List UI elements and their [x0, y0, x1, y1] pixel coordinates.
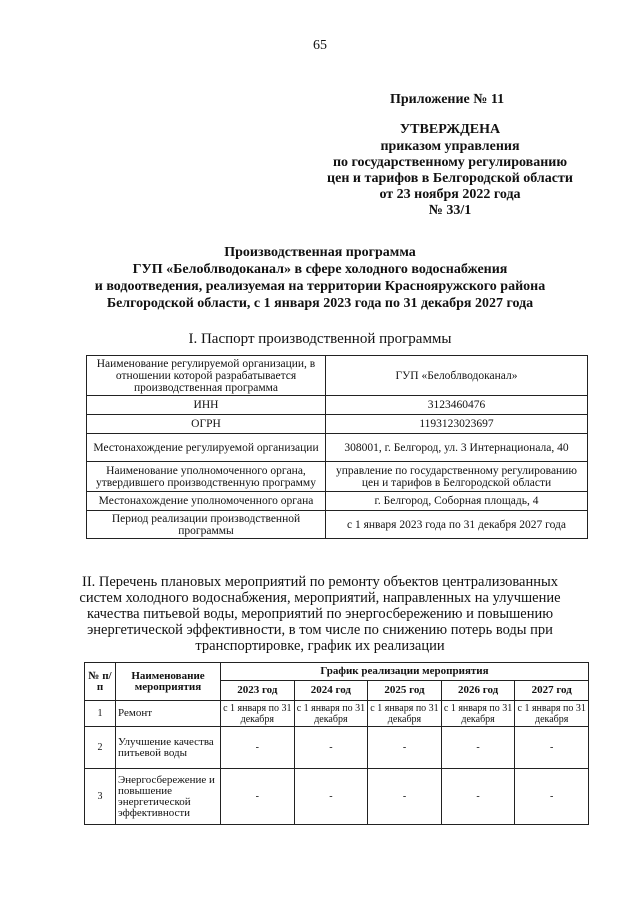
schedule-cell: -	[221, 769, 295, 825]
section2-heading-line: энергетической эффективности, в том числе по снижению потерь воды при	[87, 622, 553, 638]
schedule-cell: -	[368, 727, 442, 769]
events-table	[84, 662, 589, 825]
passport-value: 1193123023697	[326, 415, 588, 434]
table-row	[87, 462, 588, 492]
passport-key: Период реализации производственной программы	[87, 511, 326, 539]
table-header-row	[85, 663, 589, 681]
year-header: 2024 год	[294, 681, 368, 701]
passport-key: Местонахождение регулируемой организации	[87, 434, 326, 462]
row-num: 1	[85, 701, 116, 727]
year-header: 2023 год	[221, 681, 295, 701]
schedule-cell: -	[294, 769, 368, 825]
passport-value: 3123460476	[326, 396, 588, 415]
section1-heading: I. Паспорт производственной программы	[188, 331, 452, 347]
year-header: 2026 год	[441, 681, 515, 701]
schedule-cell: с 1 января по 31 декабря	[221, 701, 295, 727]
schedule-cell: -	[441, 769, 515, 825]
page-number: 65	[313, 38, 327, 53]
passport-value: 308001, г. Белгород, ул. 3 Интернационала, 40	[326, 434, 588, 462]
approval-line: цен и тарифов в Белгородской области	[327, 171, 573, 186]
approval-line: от 23 ноября 2022 года	[379, 187, 521, 202]
program-title-line: ГУП «Белоблводоканал» в сфере холодного водоснабжения	[132, 262, 508, 277]
year-header: 2025 год	[368, 681, 442, 701]
approval-line: приказом управления	[380, 139, 520, 154]
table-row	[87, 492, 588, 511]
passport-value: с 1 января 2023 года по 31 декабря 2027 года	[326, 511, 588, 539]
section2-heading-line: систем холодного водоснабжения, мероприятий, направленных на улучшение	[79, 590, 561, 606]
schedule-cell: с 1 января по 31 декабря	[294, 701, 368, 727]
year-header: 2027 год	[515, 681, 589, 701]
schedule-cell: -	[368, 769, 442, 825]
passport-key: ИНН	[87, 396, 326, 415]
program-title-line: и водоотведения, реализуемая на территории Краснояружского района	[94, 279, 546, 294]
schedule-cell: -	[221, 727, 295, 769]
table-row	[87, 415, 588, 434]
approval-line: по государственному регулированию	[332, 155, 568, 170]
program-title-line: Белгородской области, с 1 января 2023 года по 31 декабря 2027 года	[106, 296, 534, 311]
section2-heading	[40, 574, 600, 654]
row-num: 3	[85, 769, 116, 825]
schedule-cell: -	[294, 727, 368, 769]
passport-value: управление по государственному регулированию цен и тарифов в Белгородской области	[326, 462, 588, 492]
passport-key: Местонахождение уполномоченного органа	[87, 492, 326, 511]
passport-table	[86, 355, 588, 539]
passport-key: Наименование уполномоченного органа, утвердившего производственную программу	[87, 462, 326, 492]
passport-key: Наименование регулируемой организации, в отношении которой разрабатывается производственная программа	[87, 356, 326, 396]
schedule-cell: -	[441, 727, 515, 769]
program-title-line: Производственная программа	[224, 245, 416, 260]
table-row	[87, 396, 588, 415]
schedule-cell: -	[515, 769, 589, 825]
row-name: Улучшение качества питьевой воды	[116, 727, 221, 769]
approval-title: УТВЕРЖДЕНА	[399, 122, 501, 137]
passport-key: ОГРН	[87, 415, 326, 434]
passport-value: ГУП «Белоблводоканал»	[326, 356, 588, 396]
table-row	[85, 701, 589, 727]
table-row	[87, 511, 588, 539]
row-name: Энергосбережение и повышение энергетической эффективности	[116, 769, 221, 825]
col-name-header: Наименование мероприятия	[116, 663, 221, 701]
schedule-cell: с 1 января по 31 декабря	[441, 701, 515, 727]
col-num-header: № п/п	[85, 663, 116, 701]
row-name: Ремонт	[116, 701, 221, 727]
section2-heading-line: транспортировке, график их реализации	[195, 638, 445, 654]
table-row	[85, 769, 589, 825]
program-title	[40, 244, 600, 312]
row-num: 2	[85, 727, 116, 769]
approval-line: № 33/1	[428, 203, 472, 218]
table-row	[85, 727, 589, 769]
section2-heading-line: II. Перечень плановых мероприятий по ремонту объектов централизованных	[81, 574, 559, 590]
schedule-cell: с 1 января по 31 декабря	[368, 701, 442, 727]
col-schedule-header: График реализации мероприятия	[221, 663, 589, 681]
section2-heading-line: качества питьевой воды, мероприятий по энергосбережению и повышению	[86, 606, 554, 622]
schedule-cell: с 1 января по 31 декабря	[515, 701, 589, 727]
passport-value: г. Белгород, Соборная площадь, 4	[326, 492, 588, 511]
table-row	[87, 356, 588, 396]
approval-details	[300, 139, 600, 219]
table-row	[87, 434, 588, 462]
schedule-cell: -	[515, 727, 589, 769]
appendix-label: Приложение № 11	[390, 92, 505, 107]
